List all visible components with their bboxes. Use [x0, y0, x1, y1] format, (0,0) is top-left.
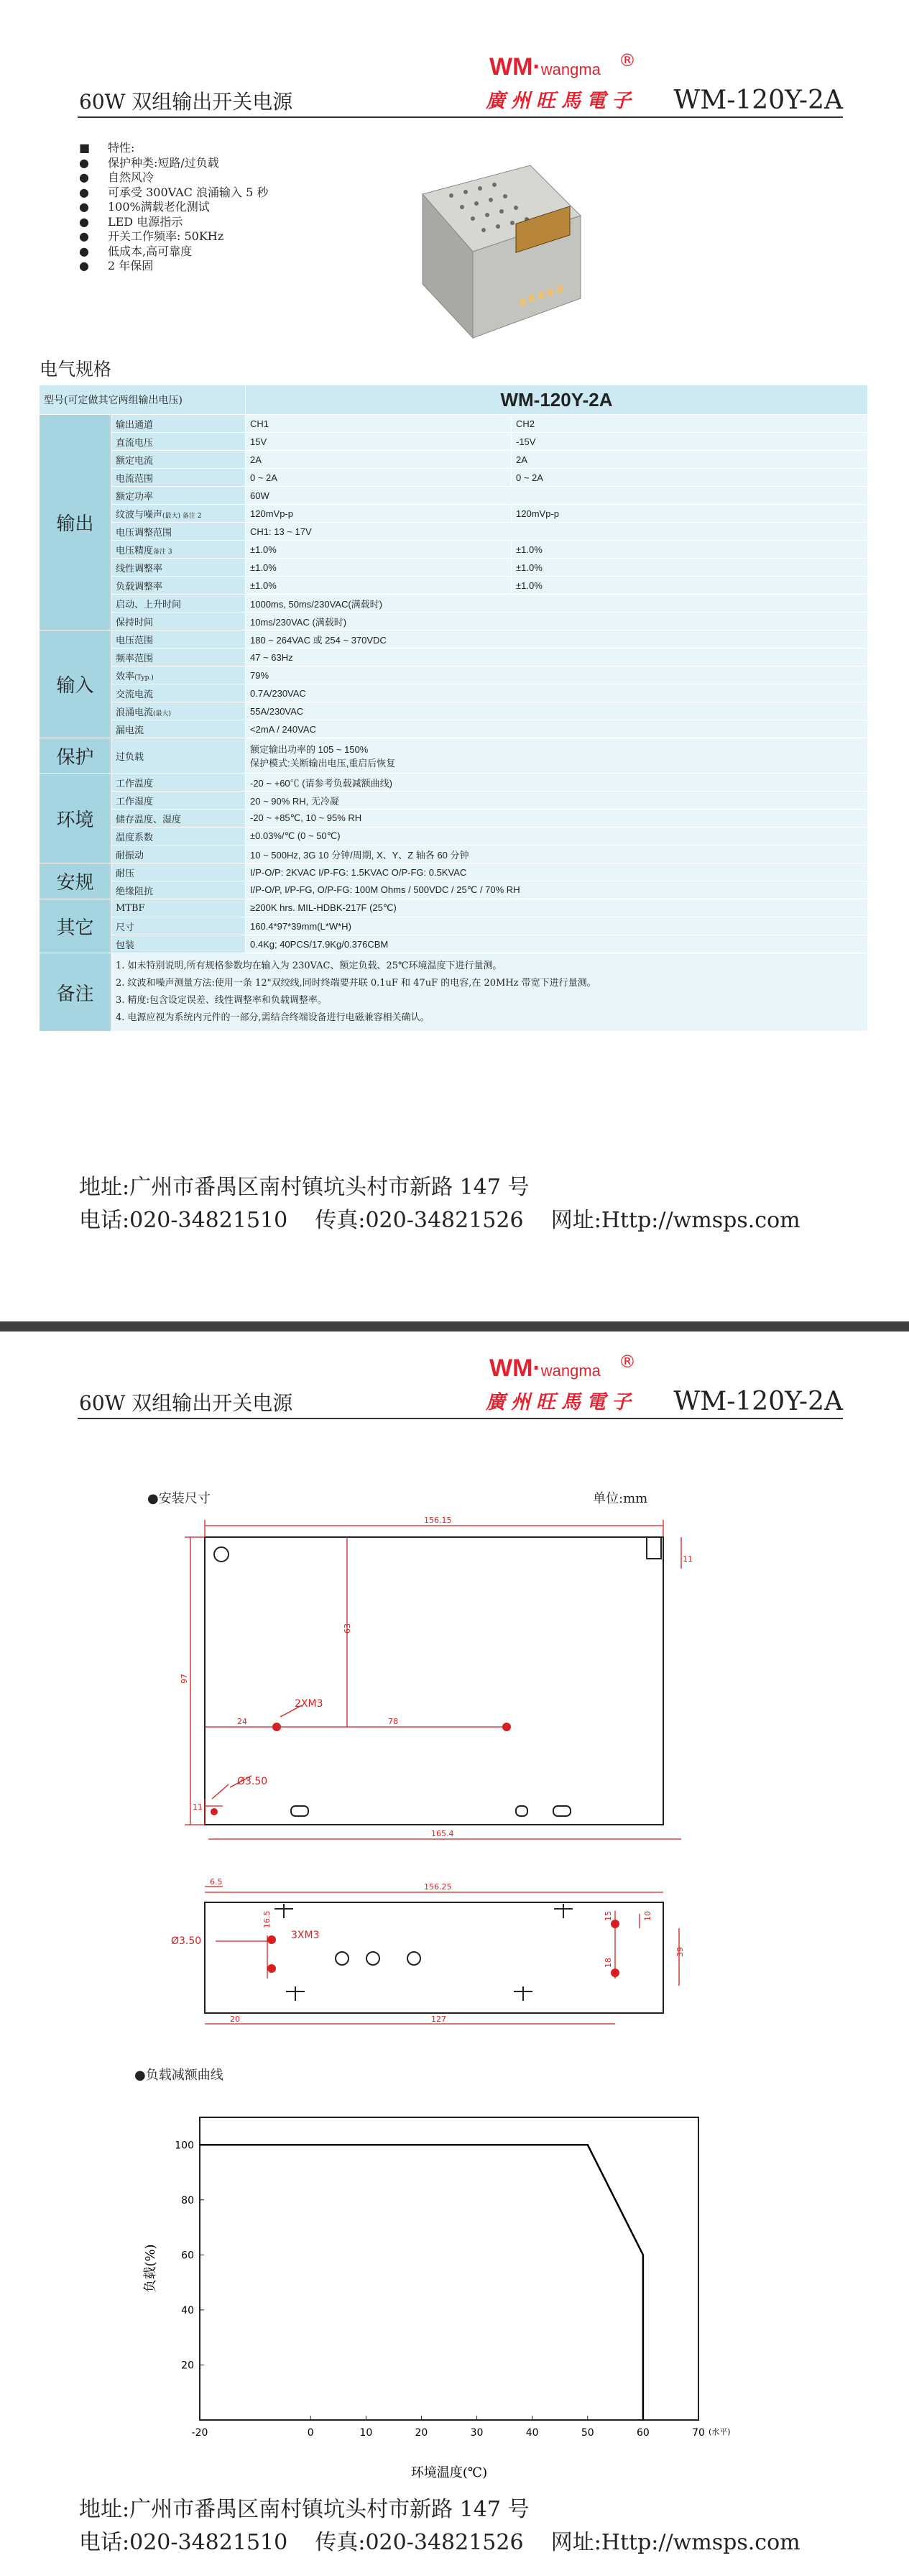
derating-chart [0, 1331, 909, 2576]
feature-item: ● 2 年保固 [79, 259, 154, 272]
y-axis-label: 负载(%) [143, 2244, 158, 2293]
spec-value: CH1 [246, 415, 512, 433]
spec-value: CH2 [512, 415, 868, 433]
y-tick-label: 80 [181, 2194, 194, 2206]
spec-label: 储存温度、湿度 [111, 810, 246, 828]
page-2 [0, 1331, 909, 2576]
logo-chinese: 廣州旺馬電子 [486, 90, 637, 112]
spec-label: 绝缘阻抗 [111, 881, 246, 899]
spec-label: 漏电流 [111, 720, 246, 738]
x-tick-label: 10 [359, 2427, 373, 2439]
svg-text:156.25: 156.25 [424, 1882, 452, 1892]
spec-value: 47 ~ 63Hz [246, 648, 868, 666]
y-tick-label: 100 [175, 2140, 194, 2152]
feature-item: ● LED 电源指示 [79, 214, 183, 229]
feature-item: ■ 特性: [79, 141, 135, 155]
header-title: 60W 双组输出开关电源 [79, 1391, 293, 1415]
curve-title: ●负载减额曲线 [134, 2068, 223, 2083]
x-tick-label: 30 [470, 2427, 484, 2439]
spec-value: ±1.0% [246, 541, 512, 559]
spec-label: 电压调整范围 [111, 523, 246, 541]
spec-value: 0.4Kg; 40PCS/17.9Kg/0.376CBM [246, 935, 868, 953]
spec-value: ±1.0% [512, 541, 868, 559]
spec-value: ±0.03%/℃ (0 ~ 50℃) [246, 828, 868, 845]
contact-line: 电话:020-34821510 传真:020-34821526 网址:Http://wmsps.com [79, 2530, 800, 2555]
svg-text:24: 24 [237, 1717, 247, 1726]
spec-label: 电压范围 [111, 631, 246, 648]
feature-item: ● 100%满载老化测试 [79, 200, 210, 214]
spec-value: ±1.0% [512, 559, 868, 577]
spec-value: 10ms/230VAC (满载时) [246, 613, 868, 631]
spec-value: 160.4*97*39mm(L*W*H) [246, 917, 868, 935]
logo-chinese: 廣州旺馬電子 [486, 1391, 637, 1413]
spec-value: I/P-O/P, I/P-FG, O/P-FG: 100M Ohms / 500VDC / 25℃ / 70% RH [246, 881, 868, 899]
feature-item: ● 保护种类:短路/过负载 [79, 155, 219, 170]
feature-item: ● 低成本,高可靠度 [79, 244, 193, 258]
spec-notes: 1. 如未特别说明,所有规格参数均在输入为 230VAC、额定负载、25℃环境温度下进行量测。 2. 纹波和噪声测量方法:使用一条 12"双绞线,同时终端要并联 0.1uF 和 47uF 的电容,在 20MHz 带宽下进行量测。 3. 精度:包含设定误差、线性调整率和负载调整率。 4. 电源应视为系统内元件的一部分,需结合终端设备进行电磁兼容相关确认。 [111, 953, 868, 1032]
address-line: 地址:广州市番禺区南村镇坑头村市新路 147 号 [79, 2497, 530, 2522]
spec-group-protect: 保护 [40, 738, 111, 774]
x-tick-label: 70 [692, 2427, 705, 2439]
header-model: WM-120Y-2A [673, 86, 843, 115]
spec-group-input: 输入 [40, 631, 111, 738]
spec-label: 纹波与噪声(最大) 备注 2 [111, 505, 246, 523]
spec-value: 120mVp-p [246, 505, 512, 523]
x-tick-label: 20 [415, 2427, 428, 2439]
spec-value: 额定输出功率的 105 ~ 150% 保护模式:关断输出电压,重启后恢复 [246, 738, 868, 774]
spec-value: 0 ~ 2A [246, 469, 512, 487]
header-title: 60W 双组输出开关电源 [79, 90, 293, 114]
svg-text:2XM3: 2XM3 [295, 1698, 323, 1710]
x-tick-label: 60 [636, 2427, 650, 2439]
spec-label: 电流范围 [111, 469, 246, 487]
spec-label: 交流电流 [111, 684, 246, 702]
x-tick-label: 40 [525, 2427, 539, 2439]
brand-logo [414, 52, 651, 116]
svg-text:63: 63 [343, 1623, 352, 1633]
spec-value: -20 ~ +60℃ (请参考负载减额曲线) [246, 774, 868, 792]
spec-value: 0 ~ 2A [512, 469, 868, 487]
feature-item: ● 可承受 300VAC 浪涌输入 5 秒 [79, 185, 269, 199]
spec-label: 启动、上升时间 [111, 595, 246, 613]
model-name: WM-120Y-2A [246, 385, 868, 415]
address-line: 地址:广州市番禺区南村镇坑头村市新路 147 号 [79, 1175, 530, 1200]
spec-group-env: 环境 [40, 774, 111, 863]
svg-text:15: 15 [604, 1911, 613, 1921]
svg-text:18: 18 [604, 1958, 613, 1968]
spec-label: 浪涌电流(最大) [111, 702, 246, 720]
svg-text:Ø3.50: Ø3.50 [237, 1776, 268, 1787]
spec-value: 120mVp-p [512, 505, 868, 523]
spec-value: 2A [246, 451, 512, 469]
y-tick-label: 40 [181, 2304, 194, 2316]
spec-value: 79% [246, 666, 868, 684]
spec-value: ±1.0% [512, 577, 868, 595]
spec-group-safety: 安规 [40, 863, 111, 899]
spec-label: 保持时间 [111, 613, 246, 631]
spec-value: 10 ~ 500Hz, 3G 10 分钟/周期, X、Y、Z 轴各 60 分钟 [246, 845, 868, 863]
svg-text:156.15: 156.15 [424, 1516, 452, 1525]
x-axis-label: 环境温度(℃) [410, 2465, 488, 2480]
svg-text:10: 10 [643, 1911, 652, 1921]
svg-text:Ø3.50: Ø3.50 [171, 1935, 202, 1947]
address-block-1 [79, 1171, 800, 1237]
spec-table [39, 385, 868, 1032]
svg-text:97: 97 [180, 1674, 189, 1684]
spec-label: 耐振动 [111, 845, 246, 863]
y-tick-label: 60 [181, 2250, 194, 2262]
spec-value: -15V [512, 433, 868, 451]
spec-value: 15V [246, 433, 512, 451]
spec-label: 直流电压 [111, 433, 246, 451]
spec-value: ≥200K hrs. MIL-HDBK-217F (25℃) [246, 899, 868, 917]
spec-label: 效率(Typ.) [111, 666, 246, 684]
x-axis-unit: (水平) [709, 2427, 731, 2437]
spec-value: 180 ~ 264VAC 或 254 ~ 370VDC [246, 631, 868, 648]
x-tick-label: 0 [307, 2427, 314, 2439]
spec-value: 1000ms, 50ms/230VAC(满载时) [246, 595, 868, 613]
svg-text:127: 127 [431, 2014, 446, 2024]
install-title: ●安装尺寸 [147, 1491, 211, 1506]
logo-registered: ® [619, 1352, 636, 1372]
spec-label: MTBF [111, 899, 246, 917]
spec-group-other: 其它 [40, 899, 111, 953]
spec-label: 包装 [111, 935, 246, 953]
page-header [78, 52, 843, 118]
spec-value: CH1: 13 ~ 17V [246, 523, 868, 541]
spec-label: 输出通道 [111, 415, 246, 433]
feature-item: ● 开关工作频率: 50KHz [79, 229, 224, 243]
spec-label: 电压精度备注 3 [111, 541, 246, 559]
spec-value: 2A [512, 451, 868, 469]
feature-list [79, 141, 268, 274]
spec-label: 额定功率 [111, 487, 246, 505]
svg-text:6.5: 6.5 [210, 1877, 223, 1887]
chart-plot-frame [200, 2117, 698, 2420]
spec-section-title: 电气规格 [40, 359, 112, 380]
svg-text:11: 11 [683, 1554, 693, 1564]
derating-line [200, 2145, 643, 2420]
spec-label: 负载调整率 [111, 577, 246, 595]
spec-value: -20 ~ +85℃, 10 ~ 95% RH [246, 810, 868, 828]
x-tick-label: -20 [191, 2427, 208, 2439]
svg-text:39: 39 [675, 1947, 685, 1957]
spec-value: 20 ~ 90% RH, 无冷凝 [246, 792, 868, 810]
spec-value: 55A/230VAC [246, 702, 868, 720]
spec-value: <2mA / 240VAC [246, 720, 868, 738]
spec-value: 0.7A/230VAC [246, 684, 868, 702]
logo-brand: WM·wangma [489, 1355, 601, 1382]
spec-label: 工作湿度 [111, 792, 246, 810]
svg-text:20: 20 [230, 2014, 240, 2024]
product-image [408, 151, 588, 345]
contact-line: 电话:020-34821510 传真:020-34821526 网址:Http://wmsps.com [79, 1208, 800, 1233]
address-block-2 [79, 2493, 800, 2559]
spec-label: 工作温度 [111, 774, 246, 792]
x-tick-label: 50 [581, 2427, 594, 2439]
logo-registered: ® [619, 50, 636, 70]
spec-label: 温度系数 [111, 828, 246, 845]
spec-label: 尺寸 [111, 917, 246, 935]
header-model: WM-120Y-2A [673, 1387, 843, 1416]
unit-label: 单位:mm [593, 1491, 648, 1506]
spec-group-note: 备注 [40, 953, 111, 1032]
spec-label: 额定电流 [111, 451, 246, 469]
spec-value: 60W [246, 487, 868, 505]
y-tick-label: 20 [181, 2360, 194, 2372]
spec-label: 线性调整率 [111, 559, 246, 577]
page-divider [0, 1321, 909, 1331]
feature-item: ● 自然风冷 [79, 170, 154, 184]
spec-label: 耐压 [111, 863, 246, 881]
spec-label: 过负载 [111, 738, 246, 774]
svg-text:78: 78 [388, 1717, 398, 1726]
spec-value: I/P-O/P: 2KVAC I/P-FG: 1.5KVAC O/P-FG: 0.5KVAC [246, 863, 868, 881]
logo-brand: WM·wangma [489, 53, 601, 81]
svg-text:165.4: 165.4 [431, 1829, 454, 1838]
spec-label: 频率范围 [111, 648, 246, 666]
model-label: 型号(可定做其它两组输出电压) [40, 385, 246, 415]
spec-value: ±1.0% [246, 559, 512, 577]
svg-text:16.5: 16.5 [262, 1910, 272, 1928]
svg-text:11: 11 [193, 1802, 203, 1812]
svg-text:3XM3: 3XM3 [291, 1930, 320, 1941]
spec-group-output: 输出 [40, 415, 111, 631]
spec-value: ±1.0% [246, 577, 512, 595]
